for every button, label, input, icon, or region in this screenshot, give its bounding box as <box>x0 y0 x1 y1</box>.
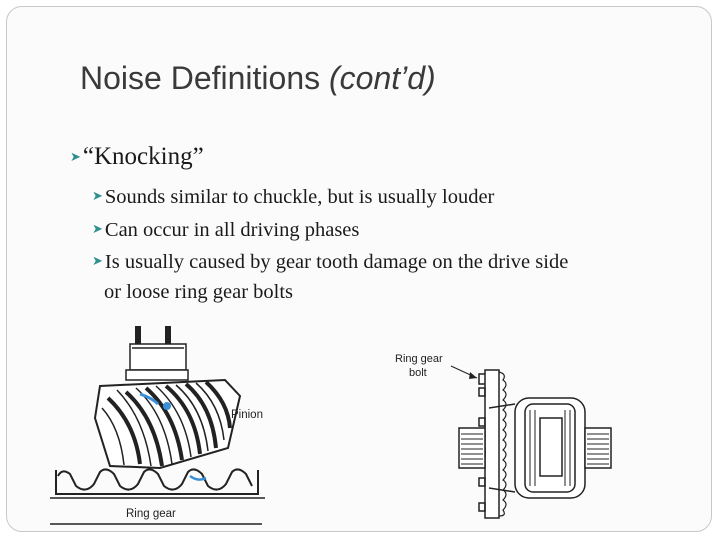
pinion-ring-gear-figure <box>40 318 280 533</box>
sub-bullet-continuation: or loose ring gear bolts <box>104 281 294 303</box>
bullet-marker-icon: ➤ <box>70 149 81 164</box>
slide-title <box>80 60 436 97</box>
bolt-label-line2: bolt <box>409 367 427 379</box>
bullet-marker-icon: ➤ <box>92 253 103 268</box>
ring-gear-teeth <box>50 469 265 498</box>
title-main: Noise Definitions <box>80 60 321 96</box>
ring-gear-label: Ring gear <box>126 508 176 520</box>
sub-bullet <box>92 213 359 246</box>
pinion-label: Pinion <box>231 409 263 421</box>
sub-bullet-text: Sounds similar to chuckle, but is usually louder <box>104 186 495 208</box>
bullet-marker-icon: ➤ <box>92 188 103 203</box>
pinion-shaft <box>126 326 188 380</box>
title-suffix: (cont’d) <box>329 60 436 96</box>
pinion-gear <box>95 380 240 468</box>
main-bullet-text: “Knocking” <box>82 143 204 170</box>
main-bullet <box>70 143 204 171</box>
sub-bullet-text: Can occur in all driving phases <box>104 219 360 241</box>
damage-mark-icon <box>163 402 171 410</box>
differential-figure <box>385 348 615 523</box>
differential-assembly <box>459 370 611 518</box>
arrow-head-icon <box>469 372 477 379</box>
sub-bullet <box>92 180 494 213</box>
bolt-label-line1: Ring gear <box>395 353 443 365</box>
sub-bullet-text: Is usually caused by gear tooth damage on the drive side <box>104 251 569 273</box>
sub-bullet <box>92 245 568 278</box>
bullet-marker-icon: ➤ <box>92 221 103 236</box>
